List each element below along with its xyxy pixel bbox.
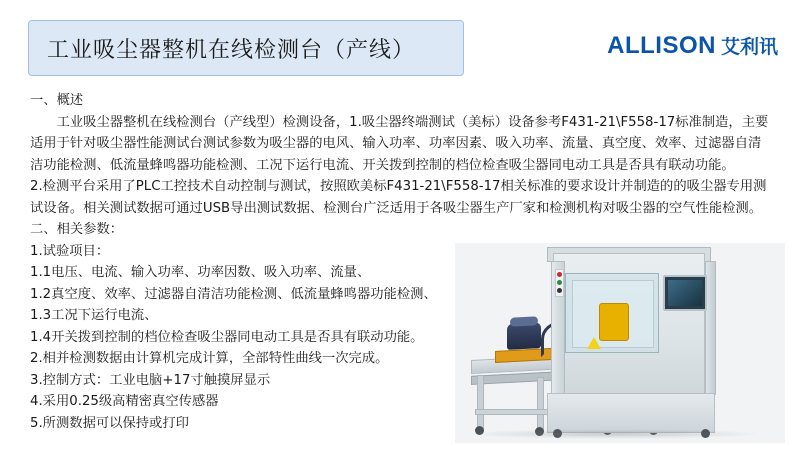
logo-text-cn: 艾利讯 [720,36,778,58]
param-item: 4.采用0.25级高精密真空传感器 [30,394,219,410]
hmi-touch-screen[interactable] [663,275,707,311]
paragraph-2: 2.检测平台采用了PLC工控技术自动控制与测试，按照欧美标F431-21\F558-17相关标准的要求设计并制造的的吸尘器专用测试设备。相关测试数据可通过USB导出测试数据、检测台广泛适用于各吸尘器生产厂家和检测机构对吸尘器的空气性能检测。 [30,179,767,216]
control-button-panel[interactable] [555,269,564,297]
page-title: 工业吸尘器整机在线检测台（产线） [47,37,416,63]
param-item: 1.4开关拨到控制的档位检查吸尘器同电动工具是否具有联动功能。 [30,329,424,345]
param-item: 1.3工况下运行电流、 [30,308,158,324]
logo-text-en: ALLISON [607,32,716,59]
paragraph-1: 工业吸尘器整机在线检测台（产线型）检测设备，1.吸尘器终端测试（美标）设备参考F431-21\F558-17标准制造，主要适用于针对吸尘器性能测试台测试参数为吸尘器的电风、输入功率、功率因素、吸入功率、流量、真空度、效率、过滤器自清洁功能检测、低流量蜂鸣器功能检测、工况下运行电流、开关拨到控制的档位检查吸尘器同电动工具是否具有联动功能。 [30,114,769,173]
param-item: 5.所测数据可以保持或打印 [30,415,189,431]
warning-triangle-icon [587,337,601,349]
param-item: 1.试验项目： [30,243,110,259]
start-button[interactable] [557,280,562,285]
hmi-display [668,280,702,306]
page-title-box [28,20,464,76]
table-leg [537,377,544,431]
device-under-test [599,303,629,341]
cabinet-pedestal [547,393,715,433]
equipment-photo [455,243,785,443]
stop-button[interactable] [557,288,562,293]
param-item: 1.1电压、电流、输入功率、功率因数、吸入功率、流量、 [30,265,371,281]
test-chamber-inner [572,280,654,348]
table-leg [477,375,484,429]
param-item: 1.2真空度、效率、过滤器自清洁功能检测、低流量蜂鸣器功能检测、 [30,286,437,302]
section-2-heading: 二、相关参数： [30,222,124,238]
param-item: 2.相并检测数据由计算机完成计算，全部特性曲线一次完成。 [30,351,389,367]
param-item: 3.控制方式：工业电脑+17寸触摸屏显示 [30,372,271,388]
company-logo [607,34,778,58]
floor-shadow [465,429,765,439]
vacuum-unit-dark-top [510,316,538,326]
test-chamber-window [565,273,659,353]
emergency-stop-button[interactable] [557,272,562,277]
section-1-heading: 一、概述 [30,93,84,108]
